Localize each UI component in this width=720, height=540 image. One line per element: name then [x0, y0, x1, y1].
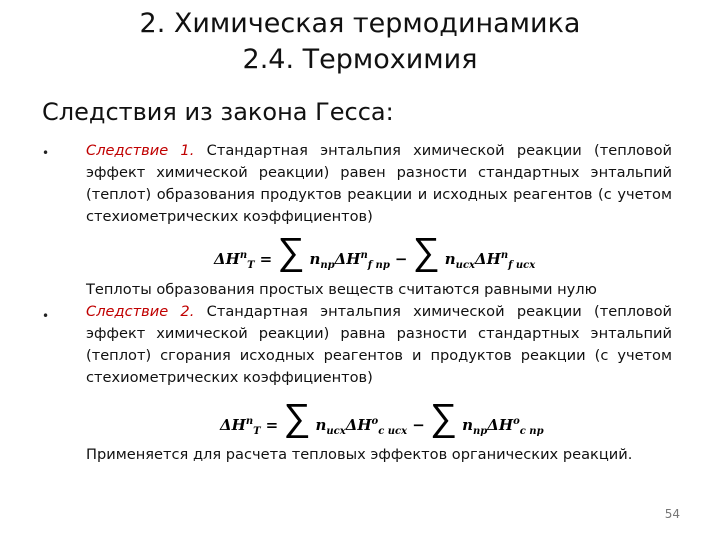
formula-2-equals: = [265, 416, 279, 434]
formula-2-minus: − [412, 416, 425, 434]
title-line-1: 2. Химическая термодинамика [139, 8, 581, 39]
formula-2-lhs: $\Delta H^n_T$ [220, 416, 261, 437]
formula-2-sum-2: ∑ [429, 395, 457, 439]
page-number: 54 [664, 507, 680, 521]
formula-2-sum-1: ∑ [283, 395, 311, 439]
formula-1 [214, 229, 536, 273]
corollary-1-lead: Следствие 1. [86, 142, 195, 159]
formula-1-term-2: $n_{исх}\Delta H^n_{f исх}$ [444, 250, 536, 271]
formula-1-sum-1: ∑ [277, 229, 305, 273]
corollary-1-text: Стандартная энтальпия химической реакции (тепловой эффект химической реакции) равен разности стандартных энтальпий (теплот) образования продуктов реакции и исходных реагентов (с учетом стехиометрических коэффициентов) [86, 142, 673, 225]
corollary-2-text: Стандартная энтальпия химической реакции (тепловой эффект химической реакции) равна разности стандартных энтальпий (теплот) сгорания исходных реагентов и продуктов реакции (с учетом стехиометрических коэффициентов) [86, 303, 673, 386]
formula-1-minus: − [394, 250, 408, 268]
bullet-1: • [42, 146, 50, 160]
corollary-2-paragraph [86, 301, 672, 389]
formula-2-term-1: $n_{исх}\Delta H^o_{c исх}$ [315, 416, 408, 437]
formula-1-lhs: $\Delta H^n_T$ [214, 250, 255, 271]
note-1: Теплоты образования простых веществ считаются равными нулю [86, 281, 597, 298]
formula-1-sum-2: ∑ [412, 229, 440, 273]
corollary-2-lead: Следствие 2. [86, 303, 195, 320]
bullet-2: • [42, 309, 50, 323]
title-line-2: 2.4. Термохимия [242, 44, 478, 75]
corollary-1-paragraph [86, 140, 672, 228]
formula-1-equals: = [259, 250, 273, 268]
slide-subtitle: Следствия из закона Гесса: [42, 98, 394, 126]
slide-title [0, 6, 720, 78]
note-2: Применяется для расчета тепловых эффектов органических реакций. [86, 446, 633, 463]
formula-1-term-1: $n_{пр}\Delta H^n_{f пр}$ [309, 250, 390, 271]
formula-2-term-2: $n_{пр}\Delta H^o_{c пр}$ [462, 416, 544, 437]
formula-2 [220, 395, 544, 439]
